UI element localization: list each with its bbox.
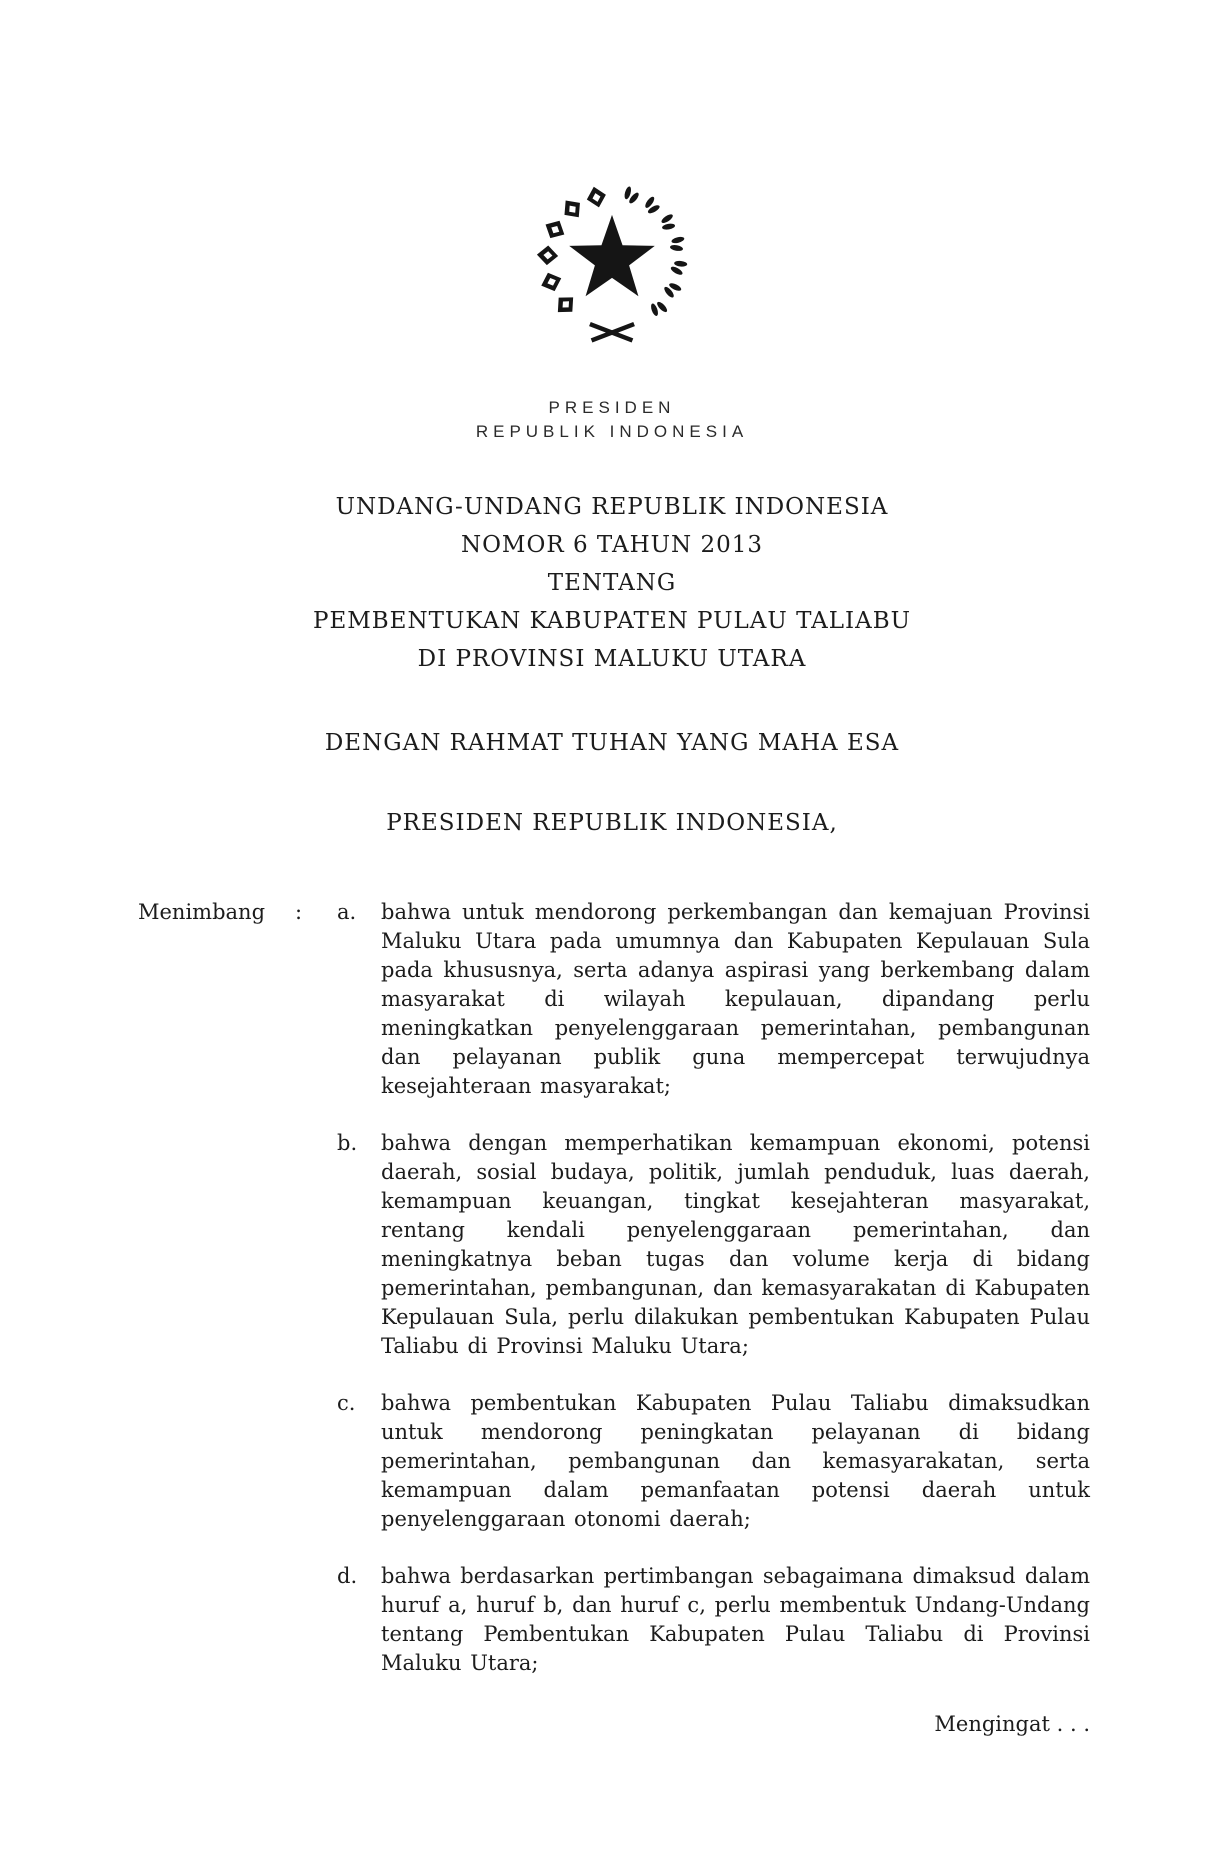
presidential-seal-icon bbox=[530, 178, 694, 358]
letterhead bbox=[0, 396, 1224, 444]
title-line-law: UNDANG-UNDANG REPUBLIK INDONESIA bbox=[335, 494, 889, 520]
item-letter: d. bbox=[337, 1564, 358, 1588]
item-text: bahwa pembentukan Kabupaten Pulau Taliabu dimaksudkan untuk mendorong peningkatan pelayanan di bidang pemerintahan, pembangunan dan kemasyarakatan, serta kemampuan dalam pemanfaatan potensi daerah untuk penyelenggaraan otonomi daerah; bbox=[381, 1391, 1090, 1531]
considering-item-c bbox=[138, 1389, 1090, 1534]
considering-section bbox=[138, 898, 1090, 1678]
considering-item-a bbox=[138, 898, 1090, 1101]
considering-label: Menimbang bbox=[138, 900, 266, 924]
item-text: bahwa untuk mendorong perkembangan dan kemajuan Provinsi Maluku Utara pada umumnya dan Kabupaten Kepulauan Sula pada khususnya, serta adanya aspirasi yang berkembang dalam masyarakat di wilayah kepulauan, dipandang perlu meningkatkan penyelenggaraan pemerintahan, pembangunan dan pelayanan publik guna mempercepat terwujudnya kesejahteraan masyarakat; bbox=[381, 900, 1090, 1098]
item-letter: c. bbox=[337, 1391, 356, 1415]
star-icon bbox=[569, 215, 655, 296]
law-title-block bbox=[0, 488, 1224, 678]
letterhead-presiden: PRESIDEN bbox=[548, 398, 676, 417]
invocation-line: DENGAN RAHMAT TUHAN YANG MAHA ESA bbox=[324, 730, 900, 756]
item-letter: a. bbox=[337, 900, 357, 924]
considering-item-b bbox=[138, 1129, 1090, 1361]
title-line-province: DI PROVINSI MALUKU UTARA bbox=[417, 646, 807, 672]
considering-colon: : bbox=[295, 900, 303, 924]
page-catchword: Mengingat . . . bbox=[934, 1712, 1090, 1736]
item-letter: b. bbox=[337, 1131, 358, 1155]
item-text: bahwa dengan memperhatikan kemampuan ekonomi, potensi daerah, sosial budaya, politik, jumlah penduduk, luas daerah, kemampuan keuangan, tingkat kesejahteran masyarakat, rentang kendali penyelenggaraan pemerintahan, dan meningkatnya beban tugas dan volume kerja di bidang pemerintahan, pembangunan, dan kemasyarakatan di Kabupaten Kepulauan Sula, perlu dilakukan pembentukan Kabupaten Pulau Taliabu di Provinsi Maluku Utara; bbox=[381, 1131, 1090, 1358]
item-text: bahwa berdasarkan pertimbangan sebagaimana dimaksud dalam huruf a, huruf b, dan huruf c, perlu membentuk Undang-Undang tentang Pembentukan Kabupaten Pulau Taliabu di Provinsi Maluku Utara; bbox=[381, 1564, 1090, 1675]
issuer-line: PRESIDEN REPUBLIK INDONESIA, bbox=[386, 810, 838, 836]
letterhead-republik-indonesia: REPUBLIK INDONESIA bbox=[475, 422, 749, 441]
considering-item-d bbox=[138, 1562, 1090, 1678]
title-line-tentang: TENTANG bbox=[547, 570, 677, 596]
title-line-number: NOMOR 6 TAHUN 2013 bbox=[460, 532, 764, 558]
title-line-subject: PEMBENTUKAN KABUPATEN PULAU TALIABU bbox=[312, 608, 912, 634]
